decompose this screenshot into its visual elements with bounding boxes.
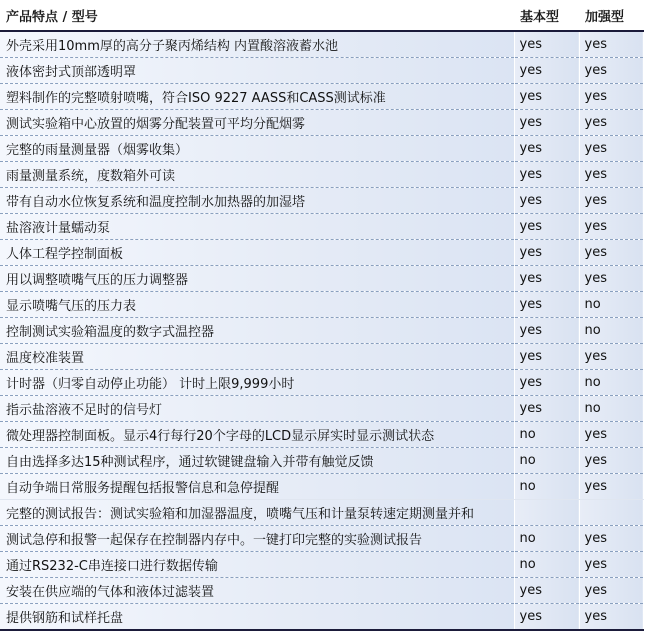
basic-value-cell: yes: [514, 84, 579, 110]
basic-value-cell: yes: [514, 604, 579, 631]
table-row: [0, 240, 643, 266]
feature-cell: 自由选择多达15种测试程序，通过软键键盘输入并带有触觉反馈: [0, 448, 514, 474]
table-row: [0, 448, 643, 474]
basic-value-cell: no: [514, 422, 579, 448]
enhanced-value-cell: yes: [579, 110, 643, 136]
table-row: [0, 422, 643, 448]
feature-cell: 用以调整喷嘴气压的压力调整器: [0, 266, 514, 292]
basic-value-cell: no: [514, 552, 579, 578]
enhanced-value-cell: yes: [579, 188, 643, 214]
basic-value-cell: yes: [514, 318, 579, 344]
table-row: [0, 188, 643, 214]
feature-cell: 提供钢筋和试样托盘: [0, 604, 514, 631]
table-row: [0, 110, 643, 136]
enhanced-value-cell: yes: [579, 474, 643, 500]
header-feature-model: 产品特点 / 型号: [0, 0, 514, 31]
feature-cell: 自动争端日常服务提醒包括报警信息和急停提醒: [0, 474, 514, 500]
enhanced-value-cell: no: [579, 318, 643, 344]
table-header: [0, 0, 643, 31]
feature-cell: 安装在供应端的气体和液体过滤装置: [0, 578, 514, 604]
table-row: [0, 474, 643, 500]
table-row: [0, 136, 643, 162]
table-row: [0, 552, 643, 578]
enhanced-value-cell: no: [579, 370, 643, 396]
enhanced-value-cell: [579, 500, 643, 526]
basic-value-cell: yes: [514, 292, 579, 318]
header-basic-model: 基本型: [514, 0, 579, 31]
basic-value-cell: no: [514, 526, 579, 552]
feature-cell: 指示盐溶液不足时的信号灯: [0, 396, 514, 422]
feature-cell: 盐溶液计量蠕动泵: [0, 214, 514, 240]
table-row: [0, 370, 643, 396]
feature-cell: 外壳采用10mm厚的高分子聚丙烯结构 内置酸溶液蓄水池: [0, 31, 514, 58]
feature-cell: 测试急停和报警一起保存在控制器内存中。一键打印完整的实验测试报告: [0, 526, 514, 552]
table-row: [0, 318, 643, 344]
table-row: [0, 58, 643, 84]
basic-value-cell: yes: [514, 214, 579, 240]
basic-value-cell: no: [514, 448, 579, 474]
feature-cell: 完整的测试报告：测试实验箱和加湿器温度，喷嘴气压和计量泵转速定期测量并和: [0, 500, 514, 526]
basic-value-cell: yes: [514, 162, 579, 188]
enhanced-value-cell: yes: [579, 604, 643, 631]
feature-cell: 测试实验箱中心放置的烟雾分配装置可平均分配烟雾: [0, 110, 514, 136]
basic-value-cell: yes: [514, 396, 579, 422]
table-row: [0, 396, 643, 422]
feature-cell: 带有自动水位恢复系统和温度控制水加热器的加湿塔: [0, 188, 514, 214]
enhanced-value-cell: yes: [579, 162, 643, 188]
feature-cell: 微处理器控制面板。显示4行每行20个字母的LCD显示屏实时显示测试状态: [0, 422, 514, 448]
enhanced-value-cell: yes: [579, 58, 643, 84]
table-row: [0, 214, 643, 240]
table-row: [0, 84, 643, 110]
basic-value-cell: yes: [514, 136, 579, 162]
table-row: [0, 578, 643, 604]
basic-value-cell: no: [514, 474, 579, 500]
enhanced-value-cell: no: [579, 396, 643, 422]
enhanced-value-cell: yes: [579, 552, 643, 578]
enhanced-value-cell: yes: [579, 448, 643, 474]
basic-value-cell: yes: [514, 188, 579, 214]
enhanced-value-cell: yes: [579, 31, 643, 58]
feature-cell: 温度校准装置: [0, 344, 514, 370]
table-row: [0, 344, 643, 370]
feature-cell: 显示喷嘴气压的压力表: [0, 292, 514, 318]
basic-value-cell: yes: [514, 370, 579, 396]
enhanced-value-cell: yes: [579, 214, 643, 240]
enhanced-value-cell: yes: [579, 266, 643, 292]
table-row: [0, 604, 643, 631]
enhanced-value-cell: yes: [579, 526, 643, 552]
feature-cell: 雨量测量系统，度数箱外可读: [0, 162, 514, 188]
table-row: [0, 292, 643, 318]
enhanced-value-cell: yes: [579, 422, 643, 448]
basic-value-cell: yes: [514, 58, 579, 84]
feature-cell: 通过RS232-C串连接口进行数据传输: [0, 552, 514, 578]
table-row: [0, 526, 643, 552]
table-row: [0, 31, 643, 58]
basic-value-cell: [514, 500, 579, 526]
feature-cell: 人体工程学控制面板: [0, 240, 514, 266]
basic-value-cell: yes: [514, 240, 579, 266]
feature-cell: 控制测试实验箱温度的数字式温控器: [0, 318, 514, 344]
table-row: [0, 500, 643, 526]
enhanced-value-cell: yes: [579, 136, 643, 162]
enhanced-value-cell: yes: [579, 240, 643, 266]
enhanced-value-cell: yes: [579, 578, 643, 604]
basic-value-cell: yes: [514, 578, 579, 604]
table-row: [0, 162, 643, 188]
enhanced-value-cell: yes: [579, 84, 643, 110]
feature-cell: 液体密封式顶部透明罩: [0, 58, 514, 84]
basic-value-cell: yes: [514, 110, 579, 136]
feature-cell: 计时器（归零自动停止功能） 计时上限9,999小时: [0, 370, 514, 396]
basic-value-cell: yes: [514, 31, 579, 58]
feature-cell: 塑料制作的完整喷射喷嘴，符合ISO 9227 AASS和CASS测试标准: [0, 84, 514, 110]
table-row: [0, 266, 643, 292]
enhanced-value-cell: yes: [579, 344, 643, 370]
enhanced-value-cell: no: [579, 292, 643, 318]
header-row: [0, 0, 643, 31]
feature-cell: 完整的雨量测量器（烟雾收集）: [0, 136, 514, 162]
basic-value-cell: yes: [514, 266, 579, 292]
header-enhanced-model: 加强型: [579, 0, 643, 31]
table-body: [0, 31, 643, 630]
basic-value-cell: yes: [514, 344, 579, 370]
